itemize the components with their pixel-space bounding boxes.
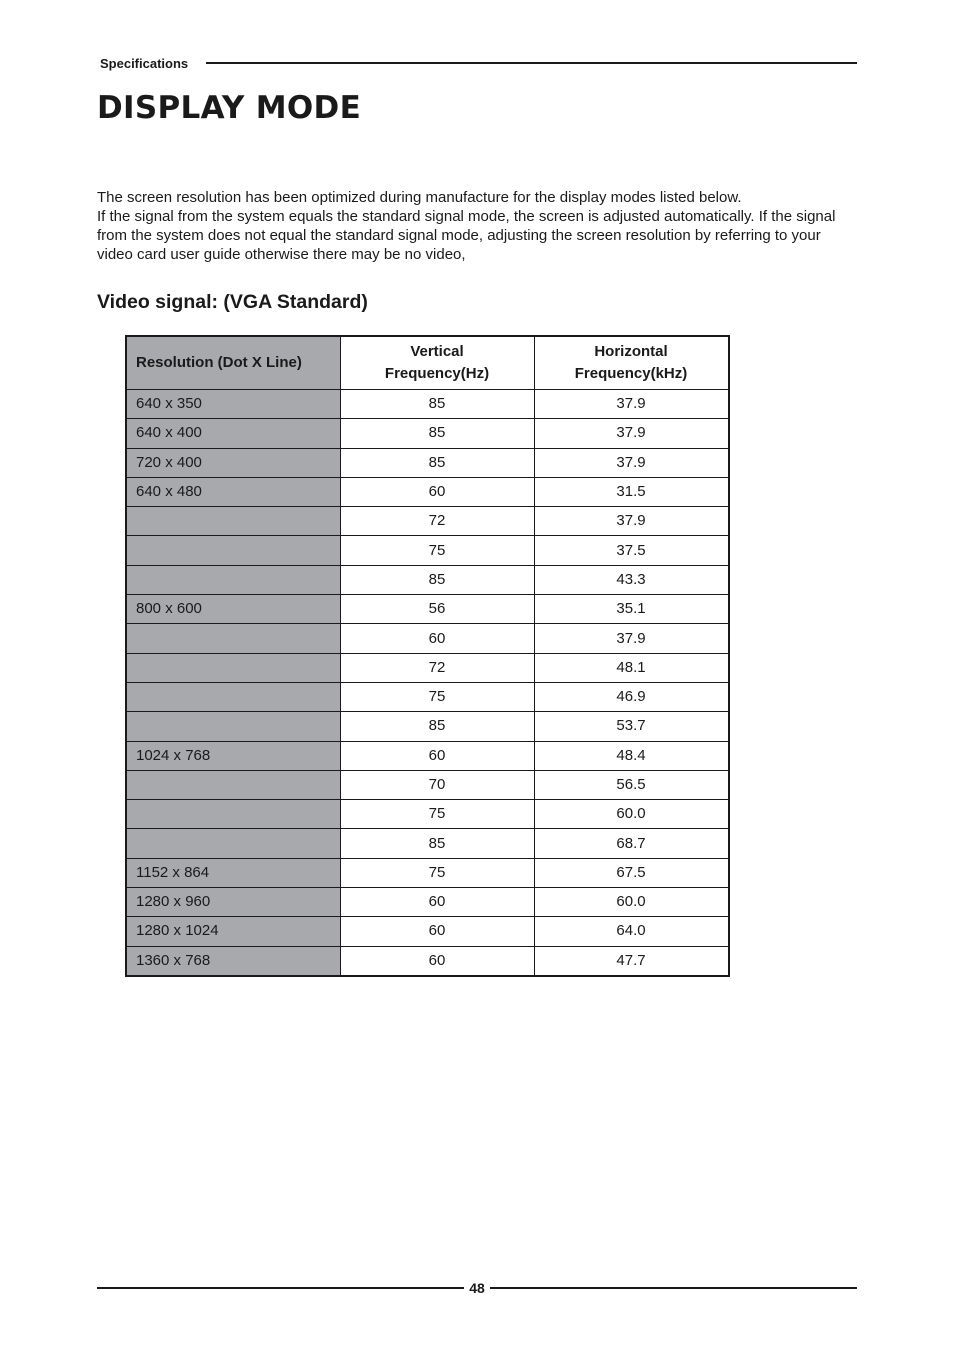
cell-vertical-frequency: 85 — [340, 448, 534, 477]
cell-horizontal-frequency: 60.0 — [534, 800, 729, 829]
cell-resolution: 800 x 600 — [126, 595, 340, 624]
page-title: DISPLAY MODE — [97, 90, 362, 126]
table-row — [126, 390, 729, 419]
section-label: Specifications — [100, 55, 189, 71]
cell-horizontal-frequency: 48.1 — [534, 653, 729, 682]
cell-horizontal-frequency: 47.7 — [534, 946, 729, 976]
header-horizontal-line-2: Frequency(kHz) — [574, 365, 688, 382]
cell-vertical-frequency: 75 — [340, 536, 534, 565]
table-row — [126, 565, 729, 594]
cell-vertical-frequency: 60 — [340, 888, 534, 917]
cell-horizontal-frequency: 31.5 — [534, 477, 729, 506]
header-horizontal-frequency — [534, 336, 729, 390]
cell-resolution: 1280 x 960 — [126, 888, 340, 917]
cell-vertical-frequency: 75 — [340, 858, 534, 887]
table-row — [126, 917, 729, 946]
cell-vertical-frequency: 75 — [340, 800, 534, 829]
cell-resolution: 1280 x 1024 — [126, 917, 340, 946]
table-header-row — [126, 336, 729, 390]
cell-resolution — [126, 653, 340, 682]
cell-resolution: 1360 x 768 — [126, 946, 340, 976]
cell-resolution — [126, 712, 340, 741]
cell-horizontal-frequency: 56.5 — [534, 770, 729, 799]
cell-horizontal-frequency: 37.9 — [534, 624, 729, 653]
cell-horizontal-frequency: 46.9 — [534, 682, 729, 711]
cell-horizontal-frequency: 35.1 — [534, 595, 729, 624]
cell-vertical-frequency: 72 — [340, 507, 534, 536]
cell-resolution — [126, 536, 340, 565]
cell-resolution: 640 x 480 — [126, 477, 340, 506]
table-row — [126, 888, 729, 917]
cell-vertical-frequency: 60 — [340, 917, 534, 946]
cell-vertical-frequency: 85 — [340, 419, 534, 448]
table-row — [126, 712, 729, 741]
header-vertical-line-2: Frequency(Hz) — [384, 365, 490, 382]
cell-horizontal-frequency: 37.9 — [534, 448, 729, 477]
display-modes-table — [125, 335, 730, 977]
table-row — [126, 624, 729, 653]
table-row — [126, 536, 729, 565]
cell-resolution: 640 x 350 — [126, 390, 340, 419]
cell-horizontal-frequency: 67.5 — [534, 858, 729, 887]
header-vertical-line-1: Vertical — [410, 343, 464, 360]
table-row — [126, 741, 729, 770]
cell-horizontal-frequency: 37.9 — [534, 390, 729, 419]
page-header — [100, 54, 857, 72]
cell-resolution — [126, 829, 340, 858]
cell-resolution — [126, 565, 340, 594]
cell-vertical-frequency: 60 — [340, 477, 534, 506]
cell-vertical-frequency: 85 — [340, 829, 534, 858]
table-row — [126, 770, 729, 799]
cell-resolution: 640 x 400 — [126, 419, 340, 448]
cell-vertical-frequency: 85 — [340, 390, 534, 419]
cell-resolution — [126, 682, 340, 711]
table-row — [126, 946, 729, 976]
cell-resolution: 1152 x 864 — [126, 858, 340, 887]
table-row — [126, 682, 729, 711]
cell-horizontal-frequency: 64.0 — [534, 917, 729, 946]
page-number: 48 — [469, 1280, 485, 1296]
footer-rule-right — [490, 1287, 857, 1289]
cell-resolution — [126, 770, 340, 799]
table-row — [126, 477, 729, 506]
header-vertical-frequency — [340, 336, 534, 390]
header-resolution: Resolution (Dot X Line) — [126, 336, 340, 390]
cell-vertical-frequency: 56 — [340, 595, 534, 624]
cell-vertical-frequency: 75 — [340, 682, 534, 711]
page-footer — [97, 1278, 857, 1298]
cell-resolution: 720 x 400 — [126, 448, 340, 477]
cell-horizontal-frequency: 37.9 — [534, 507, 729, 536]
cell-horizontal-frequency: 37.9 — [534, 419, 729, 448]
cell-vertical-frequency: 60 — [340, 741, 534, 770]
table-row — [126, 595, 729, 624]
cell-resolution — [126, 507, 340, 536]
intro-line-2: If the signal from the system equals the standard signal mode, the screen is adjusted automatically. If the signal from the system does not equal the standard signal mode, adjusting the screen resolution by referring to your video card user guide otherwise there may be no video, — [97, 208, 836, 263]
intro-paragraph — [97, 188, 857, 264]
cell-horizontal-frequency: 43.3 — [534, 565, 729, 594]
cell-vertical-frequency: 85 — [340, 565, 534, 594]
table-row — [126, 800, 729, 829]
cell-horizontal-frequency: 68.7 — [534, 829, 729, 858]
cell-vertical-frequency: 85 — [340, 712, 534, 741]
cell-horizontal-frequency: 53.7 — [534, 712, 729, 741]
cell-vertical-frequency: 60 — [340, 624, 534, 653]
cell-vertical-frequency: 70 — [340, 770, 534, 799]
footer-rule-left — [97, 1287, 464, 1289]
cell-horizontal-frequency: 60.0 — [534, 888, 729, 917]
header-rule — [206, 62, 857, 64]
section-heading: Video signal: (VGA Standard) — [97, 291, 368, 313]
table-row — [126, 448, 729, 477]
table-row — [126, 419, 729, 448]
cell-resolution — [126, 800, 340, 829]
table-row — [126, 507, 729, 536]
cell-horizontal-frequency: 37.5 — [534, 536, 729, 565]
cell-vertical-frequency: 60 — [340, 946, 534, 976]
cell-resolution: 1024 x 768 — [126, 741, 340, 770]
table-row — [126, 653, 729, 682]
table-row — [126, 858, 729, 887]
cell-resolution — [126, 624, 340, 653]
cell-vertical-frequency: 72 — [340, 653, 534, 682]
table-row — [126, 829, 729, 858]
header-horizontal-line-1: Horizontal — [594, 343, 668, 360]
cell-horizontal-frequency: 48.4 — [534, 741, 729, 770]
intro-line-1: The screen resolution has been optimized during manufacture for the display modes listed below. — [97, 189, 742, 206]
